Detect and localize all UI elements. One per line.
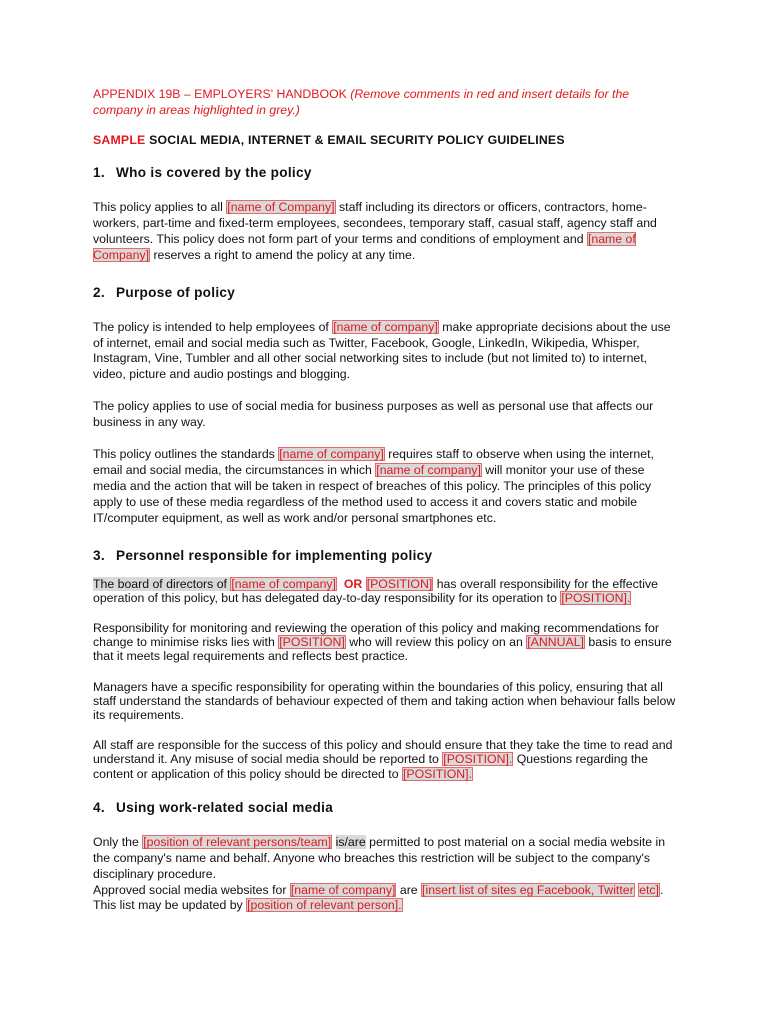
section-number: 3. <box>93 547 105 563</box>
section-4-paragraph-2 <box>93 883 680 915</box>
section-3-paragraph-4 <box>93 738 680 781</box>
placeholder-field: [POSITION] <box>279 635 345 650</box>
text-run: Approved social media websites for <box>93 882 290 897</box>
section-3-heading <box>93 547 680 565</box>
text-run: who will review this policy on an <box>345 635 527 650</box>
section-3-paragraph-3 <box>93 680 680 723</box>
section-3-paragraph-2 <box>93 621 680 664</box>
section-2-heading <box>93 284 680 302</box>
section-title: Using work-related social media <box>116 799 334 815</box>
policy-title <box>93 132 680 148</box>
text-run: are <box>396 882 422 897</box>
appendix-label: APPENDIX 19B – EMPLOYERS' HANDBOOK <box>93 87 347 101</box>
text-run: make appropriate decisions about the use of internet, email and social media such as Twitter, Facebook, Google, LinkedIn, Wikipedia, Whisper, Instagram, Vine, Tumbler and all other social networking sites to include (but not limited to) to internet, video, picture and audio postings and blogging. <box>93 319 671 382</box>
placeholder-field: [insert list of sites eg Facebook, Twitter <box>422 882 634 897</box>
text-run: Questions regarding the content or application of this policy should be directed to <box>93 752 648 781</box>
appendix-header <box>93 86 680 118</box>
section-1-heading <box>93 164 680 182</box>
text-run: reserves a right to amend the policy at any time. <box>150 247 416 262</box>
placeholder-field: [POSITION]. <box>443 752 513 767</box>
sample-label: SAMPLE <box>93 133 146 147</box>
section-title: Who is covered by the policy <box>116 165 312 180</box>
placeholder-field: [name of company] <box>376 462 481 477</box>
placeholder-field: [name of company] <box>333 319 438 334</box>
text-run: Only the <box>93 834 143 849</box>
placeholder-field: [name of company] <box>279 447 384 462</box>
text-run: staff including its directors or officers, contractors, home-workers, part-time and fixed-term employees, secondees, temporary staff, casual staff, agency staff and volunteers. This policy does not form part of your terms and conditions of employment and <box>93 200 657 246</box>
section-title: Purpose of policy <box>116 284 236 300</box>
section-4-heading <box>93 799 680 817</box>
text-run: requires staff to observe when using the internet, email and social media, the circumstances in which <box>93 447 654 477</box>
appendix-comment: (Remove comments in red and insert details for the company in areas highlighted in grey.) <box>93 87 630 117</box>
text-run: . This list may be updated by <box>93 882 664 913</box>
text-run: will monitor your use of these media and the action that will be taken in respect of breaches of this policy. The principles of this policy apply to use of these media regardless of the method used to access it and covers static and mobile IT/computer equipment, as well as work and/or personal smartphones etc. <box>93 462 651 525</box>
placeholder-field: [POSITION]. <box>561 590 631 605</box>
section-4-paragraph-1 <box>93 835 680 883</box>
highlighted-text: The board of directors of <box>93 576 231 591</box>
section-number: 2. <box>93 284 105 300</box>
highlighted-text: is/are <box>335 834 366 849</box>
placeholder-field: [name of Company] <box>227 200 335 214</box>
placeholder-field: [position of relevant persons/team] <box>143 834 332 849</box>
text-run: Managers have a specific responsibility for operating within the boundaries of this policy, ensuring that all staff understand the standards of behaviour expected of them and taking action when behaviour falls below its requirements. <box>93 679 676 723</box>
text-run: This policy applies to all <box>93 200 227 214</box>
section-number: 1. <box>93 165 105 180</box>
section-3-paragraph-1 <box>93 577 680 605</box>
section-2-paragraph-1 <box>93 320 680 384</box>
text-run: The policy is intended to help employees of <box>93 319 333 334</box>
placeholder-field: [POSITION] <box>366 576 433 591</box>
text-run: The policy applies to use of social media for business purposes as well as personal use that affects our business in any way. <box>93 399 654 430</box>
section-title: Personnel responsible for implementing policy <box>116 547 433 563</box>
text-run: All staff are responsible for the success of this policy and should ensure that they take the time to read and understand it. Any misuse of social media should be reported to <box>93 738 673 767</box>
text-run: Responsibility for monitoring and reviewing the operation of this policy and making recommendations for change to minimise risks lies with <box>93 621 659 650</box>
placeholder-field: [name of Company] <box>93 231 636 262</box>
placeholder-field: [position of relevant person]. <box>247 898 402 913</box>
text-run: has overall responsibility for the effective operation of this policy, but has delegated day-to-day responsibility for its operation to <box>93 576 658 605</box>
placeholder-field: [POSITION]. <box>402 766 472 781</box>
section-number: 4. <box>93 799 105 815</box>
placeholder-field: etc] <box>639 882 659 897</box>
section-2-paragraph-3 <box>93 447 680 527</box>
text-run: basis to ensure that it meets legal requirements and reflects best practice. <box>93 635 672 664</box>
placeholder-field: [name of company] <box>231 576 336 591</box>
section-2-paragraph-2 <box>93 399 680 431</box>
policy-title-text: SOCIAL MEDIA, INTERNET & EMAIL SECURITY POLICY GUIDELINES <box>149 133 565 147</box>
text-run: permitted to post material on a social media website in the company's name and behalf. Anyone who breaches this restriction will be subject to the company's disciplinary procedure. <box>93 834 666 881</box>
or-label: OR <box>343 576 363 591</box>
placeholder-field: [ANNUAL] <box>527 635 584 650</box>
text-run: This policy outlines the standards <box>93 447 279 462</box>
section-1-paragraph <box>93 200 680 264</box>
placeholder-field: [name of company] <box>290 882 396 897</box>
